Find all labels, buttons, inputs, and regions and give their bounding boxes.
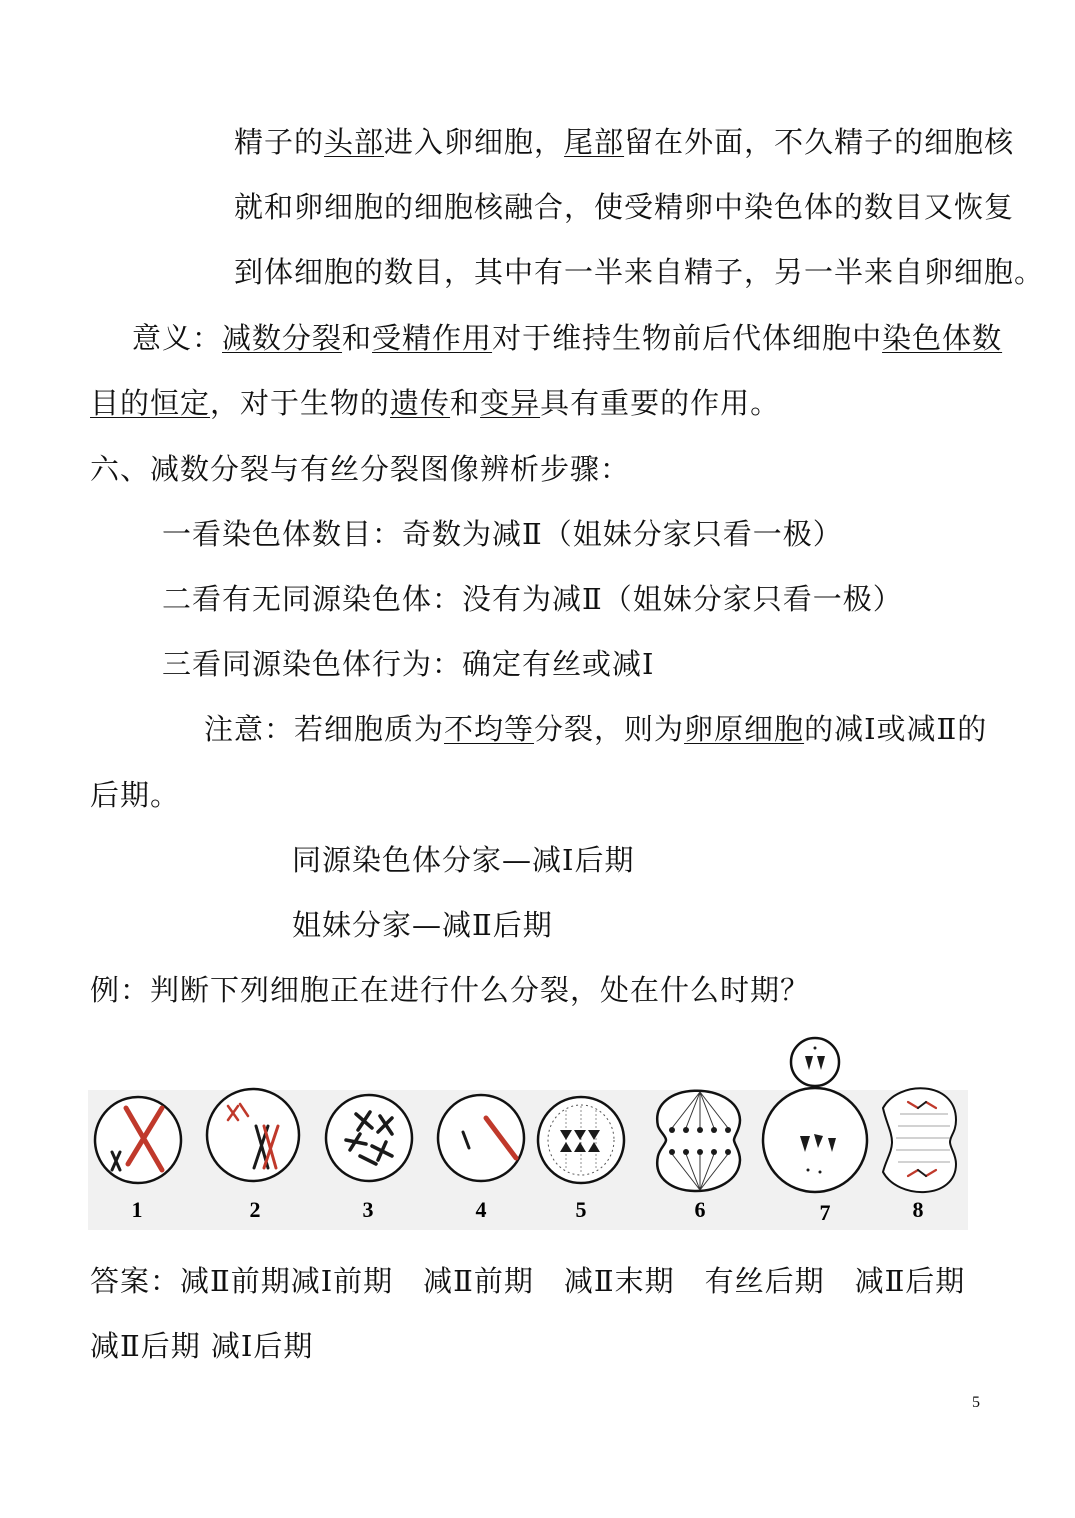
cell-2 [207, 1089, 299, 1181]
note-line-1 [204, 709, 987, 749]
cell-division-figures [88, 1030, 968, 1230]
figure-label-4: 4 [475, 1197, 487, 1222]
underlined-term-chromosome-number: 染色体数 [882, 321, 1003, 355]
note-line-2: 后期。 [90, 778, 181, 812]
section-heading: 六、减数分裂与有丝分裂图像辨析步骤： [90, 452, 631, 486]
underlined-term-variation: 变异 [480, 386, 541, 420]
underlined-term-tail: 尾部 [564, 125, 625, 159]
fertilization-line-2: 就和卵细胞的细胞核融合，使受精卵中染色体的数目又恢复 [234, 190, 1015, 224]
underlined-term-head: 头部 [324, 125, 385, 159]
underlined-term-unequal: 不均等 [444, 712, 535, 746]
figure-label-1: 1 [131, 1197, 143, 1222]
figure-label-6: 6 [694, 1197, 706, 1222]
significance-line-2 [90, 383, 780, 423]
underlined-term-oogonium: 卵原细胞 [684, 712, 805, 746]
underlined-term-constant: 目的恒定 [90, 386, 211, 420]
fertilization-line-3: 到体细胞的数目，其中有一半来自精子，另一半来自卵细胞。 [234, 255, 1045, 289]
text-segment: 对于维持生物前后代体细胞中 [492, 321, 883, 355]
fertilization-line-1 [234, 122, 1014, 162]
step-3: 三看同源染色体行为：确定有丝或减Ⅰ [162, 647, 655, 681]
text-segment: 进入卵细胞， [384, 125, 565, 159]
rule-homologous: 同源染色体分家—减Ⅰ后期 [292, 843, 635, 877]
text-segment: 和 [342, 321, 373, 355]
text-segment: 分裂，则为 [534, 712, 685, 746]
figure-label-2: 2 [249, 1197, 261, 1222]
cell-5 [538, 1097, 624, 1183]
cell-8 [883, 1088, 956, 1192]
example-question: 例：判断下列细胞正在进行什么分裂，处在什么时期？ [90, 973, 811, 1007]
underlined-term-fertilization: 受精作用 [372, 321, 493, 355]
figure-label-8: 8 [912, 1197, 924, 1222]
underlined-term-meiosis: 减数分裂 [222, 321, 343, 355]
figure-label-5: 5 [575, 1197, 587, 1222]
underlined-term-heredity: 遗传 [390, 386, 451, 420]
answer-line-1: 答案：减Ⅱ前期减Ⅰ前期 减Ⅱ前期 减Ⅱ末期 有丝后期 减Ⅱ后期 [90, 1264, 966, 1298]
text-segment: ，对于生物的 [210, 386, 391, 420]
significance-line-1 [132, 318, 1002, 358]
text-segment: 注意：若细胞质为 [204, 712, 445, 746]
step-1: 一看染色体数目：奇数为减Ⅱ（姐妹分家只看一极） [162, 517, 843, 551]
answer-line-2: 减Ⅱ后期 减Ⅰ后期 [90, 1329, 314, 1363]
cell-3 [326, 1095, 412, 1181]
step-2: 二看有无同源染色体：没有为减Ⅱ（姐妹分家只看一极） [162, 582, 903, 616]
text-segment: 精子的 [234, 125, 325, 159]
cell-1 [95, 1097, 181, 1183]
text-segment: 具有重要的作用。 [540, 386, 781, 420]
text-segment: 的减Ⅰ或减Ⅱ的 [804, 712, 988, 746]
page-number: 5 [972, 1394, 980, 1411]
figure-label-7: 7 [819, 1200, 831, 1225]
text-segment: 意义： [132, 321, 223, 355]
cell-4 [438, 1095, 524, 1181]
text-segment: 和 [450, 386, 481, 420]
rule-sister: 姐妹分家—减Ⅱ后期 [292, 908, 553, 942]
cell-6 [657, 1091, 740, 1191]
cell-7 [763, 1038, 867, 1192]
figure-label-3: 3 [362, 1197, 374, 1222]
text-segment: 留在外面，不久精子的细胞核 [624, 125, 1015, 159]
